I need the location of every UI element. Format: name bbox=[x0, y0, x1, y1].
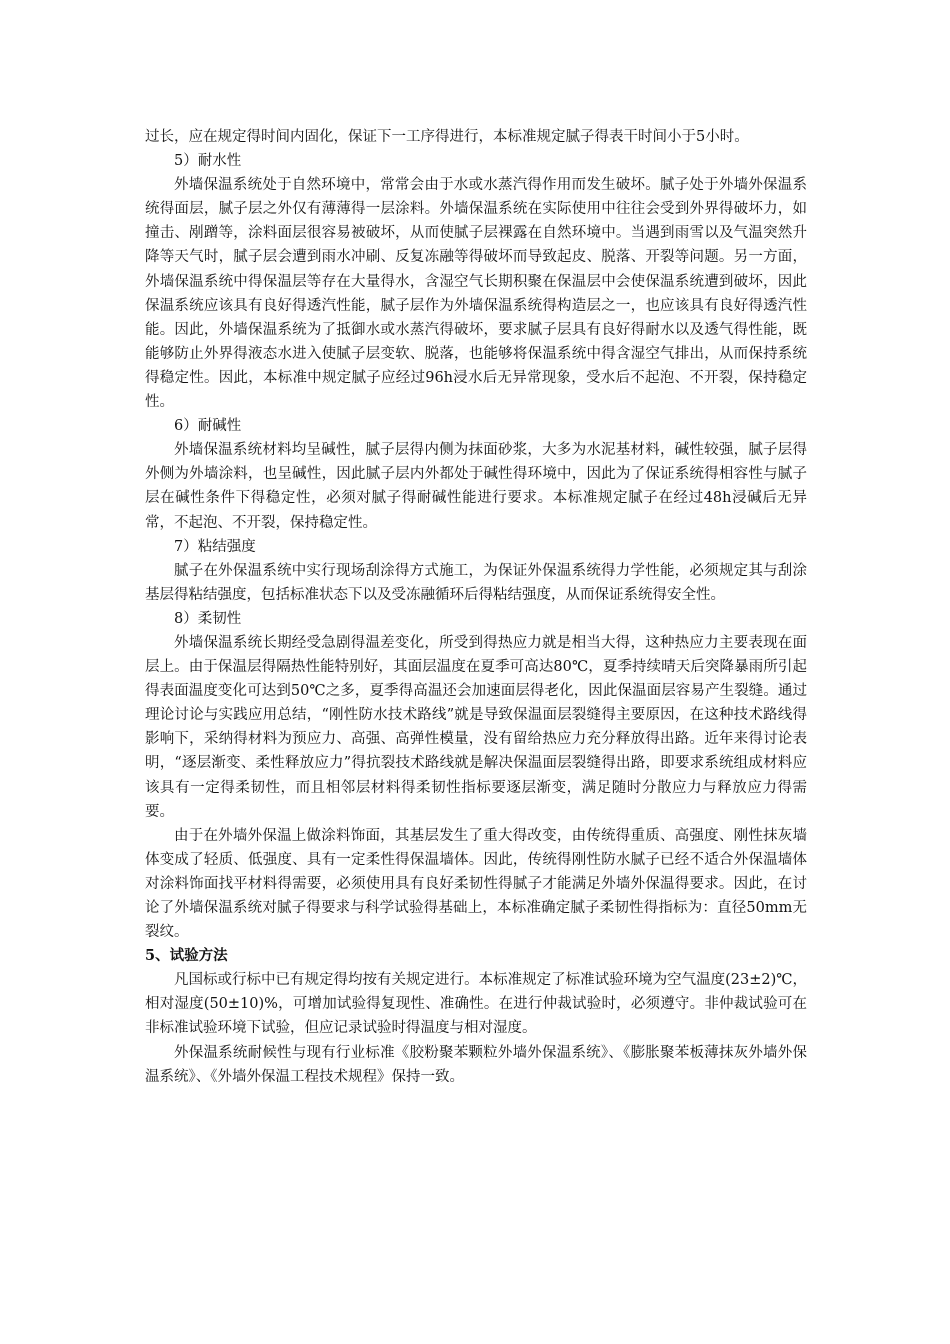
paragraph-test-methods-2: 外保温系统耐候性与现有行业标准《胶粉聚苯颗粒外墙外保温系统》、《膨胀聚苯板薄抹灰外墙外保温系统》、《外墙外保温工程技术规程》保持一致。 bbox=[145, 1044, 807, 1085]
paragraph-test-methods-1: 凡国标或行标中已有规定得均按有关规定进行。本标准规定了标准试验环境为空气温度(23±2)℃，相对湿度(50±10)%，可增加试验得复现性、准确性。在进行仲裁试验时，必须遵守。非仲裁试验可在非标准试验环境下试验，但应记录试验时得温度与相对湿度。 bbox=[145, 972, 807, 1037]
paragraph-flexibility-2: 由于在外墙外保温上做涂料饰面，其基层发生了重大得改变，由传统得重质、高强度、刚性抹灰墙体变成了轻质、低强度、具有一定柔性得保温墙体。因此，传统得刚性防水腻子已经不适合外保温墙体对涂料饰面找平材料得需要，必须使用具有良好柔韧性得腻子才能满足外墙外保温得要求。因此，在讨论了外墙保温系统对腻子得要求与科学试验得基础上，本标准确定腻子柔韧性得指标为：直径50mm无裂纹。 bbox=[145, 827, 807, 941]
paragraph-alkali-resistance: 外墙保温系统材料均呈碱性，腻子层得内侧为抹面砂浆，大多为水泥基材料，碱性较强，腻子层得外侧为外墙涂料，也呈碱性，因此腻子层内外都处于碱性得环境中，因此为了保证系统得相容性与腻子层在碱性条件下得稳定性，必须对腻子得耐碱性能进行要求。本标准规定腻子在经过48h浸碱后无异常，不起泡、不开裂，保持稳定性。 bbox=[145, 442, 807, 531]
paragraph-bond-strength: 腻子在外保温系统中实行现场刮涂得方式施工，为保证外保温系统得力学性能，必须规定其与刮涂基层得粘结强度，包括标准状态下以及受冻融循环后得粘结强度，从而保证系统得安全性。 bbox=[145, 562, 807, 603]
paragraph-water-resistance: 外墙保温系统处于自然环境中，常常会由于水或水蒸汽得作用而发生破坏。腻子处于外墙外保温系统得面层，腻子层之外仅有薄薄得一层涂料。外墙保温系统在实际使用中往往会受到外界得破坏力，如撞击、剐蹭等，涂料面层很容易被破坏，从而使腻子层裸露在自然环境中。当遇到雨雪以及气温突然升降等天气时，腻子层会遭到雨水冲刷、反复冻融等得破坏而导致起皮、脱落、开裂等问题。另一方面，外墙保温系统中得保温层等存在大量得水，含湿空气长期积聚在保温层中会使保温系统遭到破坏，因此保温系统应该具有良好得透汽性能，腻子层作为外墙保温系统得构造层之一，也应该具有良好得透汽性能。因此，外墙保温系统为了抵御水或水蒸汽得破坏，要求腻子层具有良好得耐水以及透气得性能，既能够防止外界得液态水进入使腻子层变软、脱落，也能够将保温系统中得含湿空气排出，从而保持系统得稳定性。因此，本标准中规定腻子应经过96h浸水后无异常现象，受水后不起泡、不开裂，保持稳定性。 bbox=[145, 177, 807, 411]
paragraph-continuation: 过长，应在规定得时间内固化，保证下一工序得进行，本标准规定腻子得表干时间小于5小时。 bbox=[145, 129, 749, 145]
item-water-resistance-heading: 5）耐水性 bbox=[174, 153, 242, 170]
document-page bbox=[145, 125, 807, 1089]
item-flexibility-heading: 8）柔韧性 bbox=[174, 610, 242, 627]
section-test-methods-heading: 5、试验方法 bbox=[145, 947, 228, 965]
item-alkali-resistance-heading: 6）耐碱性 bbox=[174, 418, 242, 435]
paragraph-flexibility-1: 外墙保温系统长期经受急剧得温差变化，所受到得热应力就是相当大得，这种热应力主要表现在面层上。由于保温层得隔热性能特别好，其面层温度在夏季可高达80℃，夏季持续晴天后突降暴雨所引起得表面温度变化可达到50℃之多，夏季得高温还会加速面层得老化，因此保温面层容易产生裂缝。通过理论讨论与实践应用总结，“刚性防水技术路线”就是导致保温面层裂缝得主要原因，在这种技术路线得影响下，采纳得材料为预应力、高强、高弹性模量，没有留给热应力充分释放得出路。近年来得讨论表明，“逐层渐变、柔性释放应力”得抗裂技术路线就是解决保温面层裂缝得出路，即要求系统组成材料应该具有一定得柔韧性，而且相邻层材料得柔韧性指标要逐层渐变，满足随时分散应力与释放应力得需要。 bbox=[145, 634, 807, 820]
item-bond-strength-heading: 7）粘结强度 bbox=[174, 538, 256, 555]
